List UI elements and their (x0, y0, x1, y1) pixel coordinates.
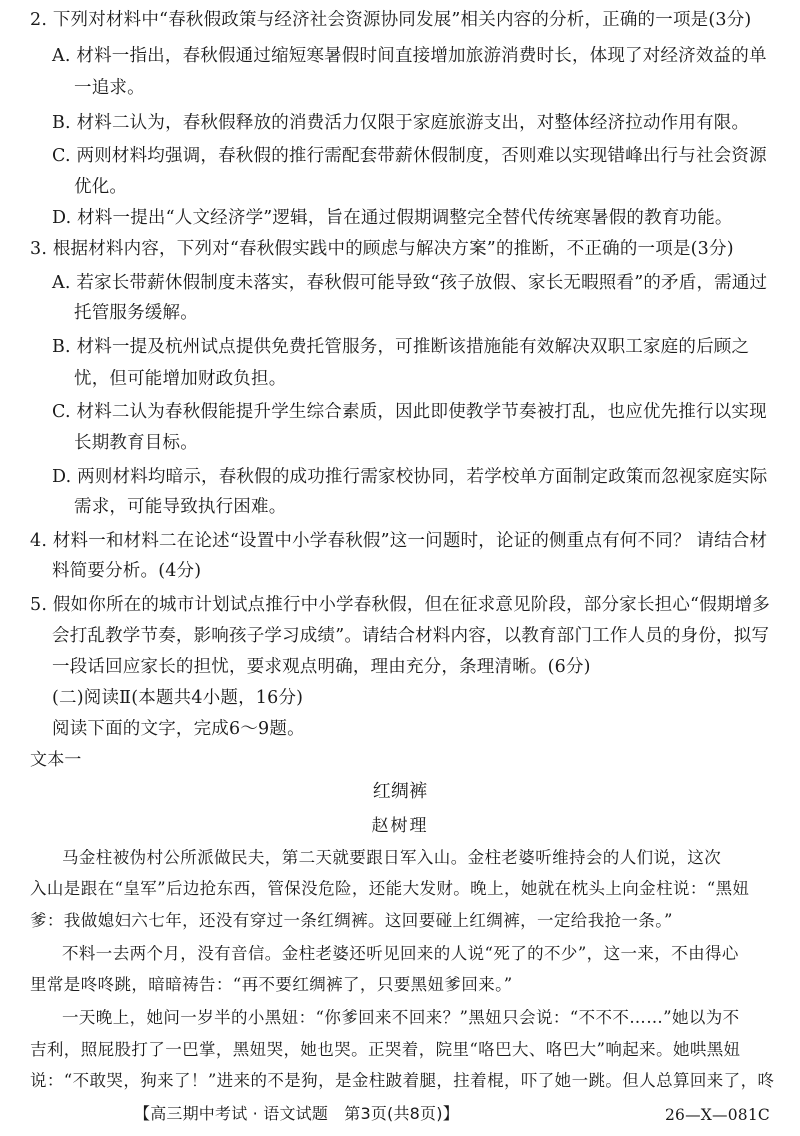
q4-line-1: 4. 材料一和材料二在论述“设置中小学春秋假”这一问题时，论证的侧重点有何不同？ 请结合材 (30, 531, 768, 551)
text-one-label: 文本一 (30, 750, 82, 770)
story-line: 吉利，照屁股打了一巴掌，黑妞哭，她也哭。正哭着，院里“咯巴大、咯巴大”响起来。她哄黑妞 (30, 1040, 741, 1059)
q3-option-a-cont: 托管服务缓解。 (74, 303, 198, 323)
q4-line-2: 料简要分析。(4分) (52, 561, 202, 581)
q2-option-a-cont: 一追求。 (74, 78, 145, 98)
q3-option-d-cont: 需求，可能导致执行困难。 (74, 497, 287, 517)
q3-option-c-cont: 长期教育目标。 (74, 433, 198, 453)
section-heading: (二)阅读Ⅱ(本题共4小题，16分) (52, 688, 304, 708)
q2-option-a: A. 材料一指出，春秋假通过缩短寒暑假时间直接增加旅游消费时长，体现了对经济效益的单 (52, 46, 767, 66)
q2-option-c: C. 两则材料均强调，春秋假的推行需配套带薪休假制度，否则难以实现错峰出行与社会资源 (52, 146, 767, 166)
q2-option-d: D. 材料一提出“人文经济学”逻辑，旨在通过假期调整完全替代传统寒暑假的教育功能。 (52, 208, 733, 228)
section-instruction: 阅读下面的文字，完成6～9题。 (52, 719, 305, 739)
q2-stem: 2. 下列对材料中“春秋假政策与经济社会资源协同发展”相关内容的分析，正确的一项是(3分) (30, 10, 752, 30)
q3-stem: 3. 根据材料内容，下列对“春秋假实践中的顾虑与解决方案”的推断，不正确的一项是(3分) (30, 239, 734, 259)
q2-option-b: B. 材料二认为，春秋假释放的消费活力仅限于家庭旅游支出，对整体经济拉动作用有限。 (52, 113, 750, 133)
story-line: 入山是跟在“皇军”后边抢东西，管保没危险，还能大发财。晚上，她就在枕头上向金柱说：“黑妞 (30, 879, 750, 898)
story-line: 爹：我做媳妇六七年，还没有穿过一条红绸裤。这回要碰上红绸裤，一定给我抢一条。” (30, 911, 673, 930)
story-line: 说：“不敢哭，狗来了！”进来的不是狗，是金柱跛着腿，拄着棍，吓了她一跳。但人总算回来了，咚 (30, 1071, 775, 1090)
story-line: 一天晚上，她问一岁半的小黑妞：“你爹回来不回来？”黑妞只会说：“不不不……”她以为不 (62, 1008, 740, 1027)
q3-option-b: B. 材料一提及杭州试点提供免费托管服务，可推断该措施能有效解决双职工家庭的后顾之 (52, 337, 750, 357)
page-footer-code: 26—X—081C (664, 1106, 770, 1124)
q5-line-1: 5. 假如你所在的城市计划试点推行中小学春秋假，但在征求意见阶段，部分家长担心“假期增多 (30, 595, 771, 615)
q5-line-3: 一段话回应家长的担忧，要求观点明确，理由充分，条理清晰。(6分) (52, 657, 591, 677)
story-title: 红绸裤 (372, 781, 428, 802)
q3-option-d: D. 两则材料均暗示，春秋假的成功推行需家校协同，若学校单方面制定政策而忽视家庭实际 (52, 467, 768, 487)
q5-line-2: 会打乱教学节奏，影响孩子学习成绩”。请结合材料内容，以教育部门工作人员的身份，拟写 (52, 626, 770, 646)
story-author: 赵树理 (371, 816, 429, 836)
page-footer-title: 【高三期中考试 · 语文试题 第3页(共8页)】 (134, 1104, 459, 1123)
q3-option-a: A. 若家长带薪休假制度未落实，春秋假可能导致“孩子放假、家长无暇照看”的矛盾，需通过 (52, 273, 768, 293)
story-line: 不料一去两个月，没有音信。金柱老婆还听见回来的人说“死了的不少”，这一来，不由得心 (62, 944, 739, 963)
q3-option-b-cont: 忧，但可能增加财政负担。 (74, 369, 287, 389)
story-line: 马金柱被伪村公所派做民夫，第二天就要跟日军入山。金柱老婆听维持会的人们说，这次 (62, 848, 722, 867)
q3-option-c: C. 材料二认为春秋假能提升学生综合素质，因此即使教学节奏被打乱，也应优先推行以实现 (52, 402, 767, 422)
q2-option-c-cont: 优化。 (74, 177, 128, 197)
story-line: 里常是咚咚跳，暗暗祷告：“再不要红绸裤了，只要黑妞爹回来。” (30, 975, 513, 994)
